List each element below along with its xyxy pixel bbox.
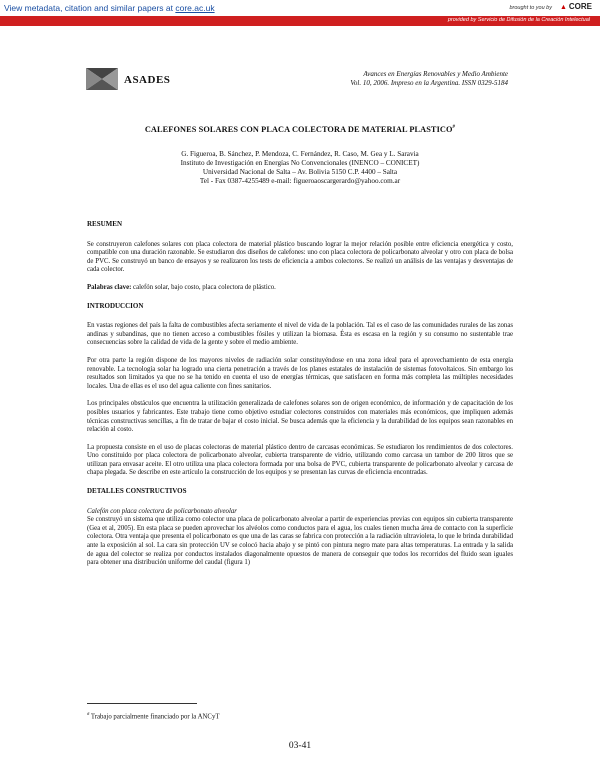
contact: Tel - Fax 0387-4255489 e-mail: figueroaoscargerardo@yahoo.com.ar [199, 177, 401, 185]
core-metadata-link[interactable]: View metadata, citation and similar papers at core.ac.uk [4, 3, 215, 13]
keywords: Palabras clave: calefón solar, bajo costo, placa colectora de plástico. [87, 283, 276, 291]
intro-heading: INTRODUCCION [87, 301, 144, 310]
core-banner [0, 0, 600, 16]
core-logo[interactable]: ▲ CORE [560, 2, 592, 11]
paper-body [87, 220, 513, 577]
detalles-heading: DETALLES CONSTRUCTIVOS [87, 487, 187, 496]
detalles-p1: Se construyó un sistema que utiliza como colector una placa de policarbonato alveolar a partir de experiencias previas con equipos sin cubierta transparente (Gea et al, 2005). En esta placa se pueden aprovechar los alvéolos como conductos para el agua, los cuales tienen mucha área de contacto con la superficie colectora. Otra ventaja que presenta el policarbonato es que una de las caras se fabrica con protección a la radiación ultravioleta, lo que le brinda durabilidad ante la exposición al sol. La cara sin protección UV se colocó hacia abajo y se pintó con pintura negro mate para altas temperaturas. La entrada y la salida de agua del colector se realiza por conductos instalados diagonalmente opuestos de manera de conseguir que todos los recorridos del fluido sean iguales para obtener una distribución uniforme del caudal (figura 1) [87, 516, 513, 567]
provider-bar [0, 16, 600, 26]
footnote: # Trabajo parcialmente financiado por la ANCyT [87, 711, 220, 721]
brought-by-text: brought to you by [509, 5, 552, 11]
intro-p3: Los principales obstáculos que encuentra la utilización generalizada de calefones solares son de origen económico, de información y de capacitación de los posibles usuarios y fabricantes. Este trabajo tiene como objetivo estudiar colectores construidos con materiales más económicos, que impliquen además técnicas constructivas sencillas, a fin de tratar de bajar el costo inicial. Se busca además que la eficiencia y la durabilidad de los equipos sean razonables en relación al costo. [87, 400, 513, 434]
author-block [0, 150, 600, 186]
paper-title: CALEFONES SOLARES CON PLACA COLECTORA DE MATERIAL PLASTICO# [144, 125, 456, 134]
resumen-heading: RESUMEN [87, 220, 123, 228]
resumen-text: Se construyeron calefones solares con placa colectora de material plástico buscando lograr la mejor relación posible entre eficiencia energética y costo, compatible con una duración razonable. Se estudiaron dos diseños de calefones: uno con placa colectora de policarbonato alveolar y otro con placa de bolsa de PVC. Se construyó un banco de ensayos y se realizaron los tests de eficiencia a ambos colectores. Se realizó un análisis de las ventajas y desventajas de cada colector. [87, 240, 513, 274]
university: Universidad Nacional de Salta – Av. Bolivia 5150 C.P. 4400 – Salta [202, 168, 398, 176]
page-number: 03-41 [288, 741, 312, 751]
provided-by-text[interactable]: provided by Servicio de Difusión de la Creación Intelectual [447, 17, 590, 23]
asades-logo-icon [86, 68, 118, 90]
org-name: ASADES [124, 74, 171, 86]
journal-info [248, 70, 508, 88]
journal-line-1: Avances en Energías Renovables y Medio Ambiente [363, 70, 508, 78]
intro-p1: En vastas regiones del país la falta de combustibles afecta seriamente el nivel de vida de la población. Tal es el caso de las comunidades rurales de las zonas andinas y subandinas, que no tienen acceso a combustibles fósiles y utilizan la biomasa. Ésta es escasa en la región y su consumo no sustentable trae consecuencias sobre la calidad de vida de la gente y sobre el medio ambiente. [87, 322, 513, 347]
authors: G. Figueroa, B. Sánchez, P. Mendoza, C. Fernández, R. Caso, M. Gea y L. Saravia [181, 150, 419, 158]
institute: Instituto de Investigación en Energías No Convencionales (INENCO – CONICET) [180, 159, 420, 167]
footnote-rule [87, 703, 197, 704]
title-footnote-mark: # [452, 125, 456, 131]
intro-p4: La propuesta consiste en el uso de placas colectoras de material plástico dentro de carcasas económicas. Se estudiaron los rendimientos de dos colectores. Uno constituido por placa colectora de policarbonato alveolar, cubierta transparente de vidrio, utilizando como carcasa un tambor de 200 litros que se utilizan para envasar aceite. El otro utiliza una placa colectora formada por una bolsa de PVC, cubierta transparente de policarbonato alveolar y carcasa de chapa plegada. Se describe en este artículo la construcción de los equipos y se presentan las curvas de eficiencia encontradas. [87, 443, 513, 477]
intro-p2: Por otra parte la región dispone de los mayores niveles de radiación solar constituyéndose en una zona ideal para el aprovechamiento de esta energía renovable. La tecnología solar ha logrado una cierta penetración a través de los planes estatales de instalación de sistemas fotovoltaicos. Sin embargo los resultados son limitados ya que no se ha tenido en cuenta el uso de energías térmicas, que satisfacen en forma más completa las múltiples necesidades locales. Una de ellas es el uso del agua caliente con fines sanitarios. [87, 356, 513, 390]
detalles-subheading: Calefón con placa colectora de policarbonato alveolar [87, 507, 237, 515]
journal-line-2: Vol. 10, 2006. Impreso en la Argentina. ISSN 0329-5184 [350, 79, 508, 87]
